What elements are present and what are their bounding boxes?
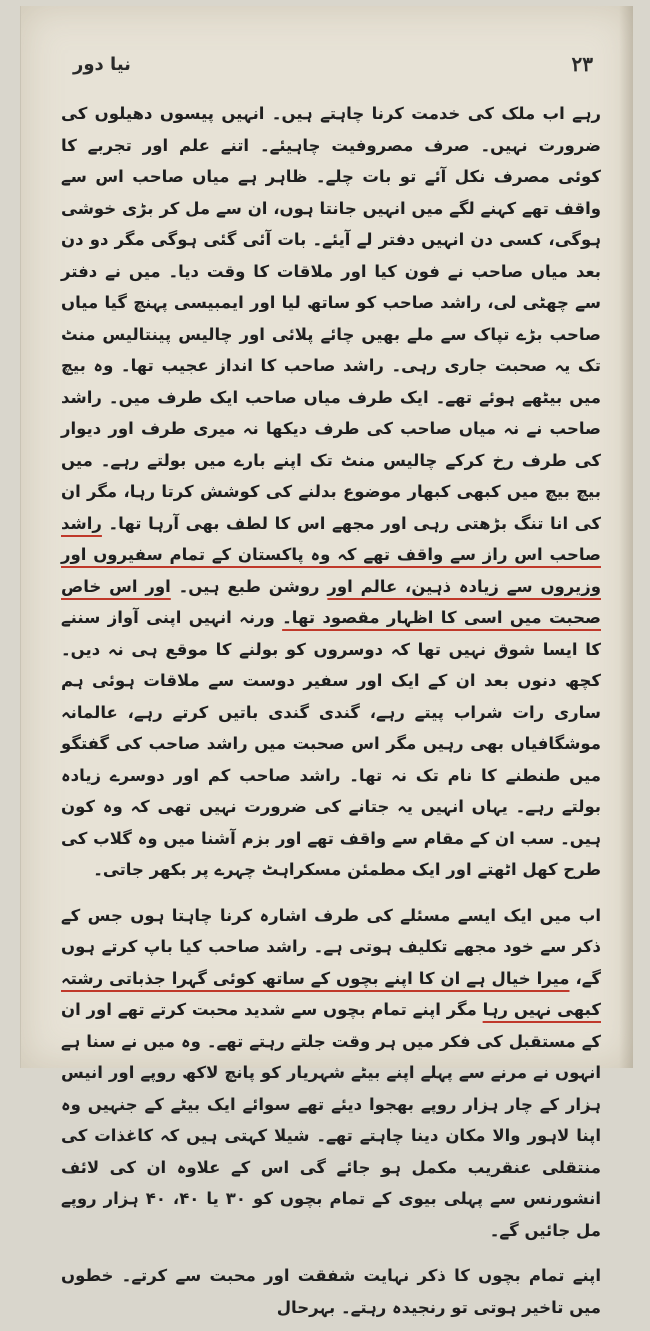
- page-number: ٢٣: [571, 52, 593, 76]
- page-header: [73, 52, 593, 86]
- underlined-text: میرا خیال ہے ان کا اپنے بچوں کے ساتھ کوئی گہرا جذباتی رشتہ کبھی نہیں رہا: [61, 968, 601, 1019]
- paragraph-1: [61, 98, 601, 886]
- running-title: نیا دور: [73, 54, 131, 75]
- text-run: ورنہ انہیں اپنی آواز سننے کا ایسا شوق نہیں تھا کہ دوسروں کو بولنے کا موقع ہی نہ دیں۔ کچھ دنوں بعد ان کے ایک اور سفیر دوست سے ملاقات ہوئی ہم ساری رات شراب پیتے رہے، گندی گندی باتیں کرتے رہے، عالمانہ موشگافیاں بھی رہیں مگر اس صحبت میں راشد صاحب کی گفتگو میں طنطنے کا نام تک نہ تھا۔ راشد صاحب کم اور دوسرے زیادہ بولتے رہے۔ یہاں انہیں یہ جتانے کی ضرورت نہیں تھی کہ وہ کون ہیں۔ سب ان کے مقام سے واقف تھے اور بزم آشنا میں وہ گلاب کی طرح کھل اٹھتے اور ایک مطمئن مسکراہٹ چہرے پر بکھر جاتی۔: [61, 608, 601, 879]
- text-run: اب میں ایک ایسے مسئلے کی طرف اشارہ کرنا چاہتا ہوں جس کے ذکر سے خود مجھے تکلیف ہوتی ہے۔ راشد صاحب کیا باپ کرتے ہوں گے،: [61, 905, 601, 988]
- text-run: روشن طبع ہیں۔: [170, 576, 328, 596]
- text-run: اپنے تمام بچوں کا ذکر نہایت شفقت اور محبت سے کرتے۔ خطوں میں تاخیر ہوتی تو رنجیدہ رہتے۔ بہرحال: [61, 1266, 601, 1317]
- paragraph-2: [61, 900, 601, 1247]
- paragraph-3: [61, 1260, 601, 1323]
- body-text: [61, 98, 601, 1331]
- text-run: رہے اب ملک کی خدمت کرنا چاہتے ہیں۔ انہیں پیسوں دھیلوں کی ضرورت نہیں۔ صرف مصروفیت چاہیئے۔ اتنے علم اور تجربے کا کوئی مصرف نکل آئے تو بات چلے۔ ظاہر ہے میاں صاحب اس سے واقف تھے کہنے لگے میں انہیں جانتا ہوں، ان سے مل کر بڑی خوشی ہوگی، کسی دن انہیں دفتر لے آیئے۔ بات آئی گئی ہوگی مگر دو دن بعد میاں صاحب نے فون کیا اور ملاقات کا وقت دیا۔ میں نے دفتر سے چھٹی لی، راشد صاحب کو ساتھ لیا اور ایمبیسی پہنچ گیا میاں صاحب بڑے تپاک سے ملے بھیں چائے پلائی اور چالیس پینتالیس منٹ تک یہ صحبت جاری رہی۔ راشد صاحب کا انداز عجیب تھا۔ وہ بیچ میں بیٹھے ہوئے تھے۔ ایک طرف میاں صاحب ایک طرف میں۔ راشد صاحب نے نہ میاں صاحب کی طرف دیکھا نہ میری طرف اور دیوار کی طرف رخ کرکے چالیس منٹ تک اپنے بارے میں بولتے رہے۔ میں بیچ بیچ میں کبھی کبھار موضوع بدلنے کی کوشش کرتا رہا، مگر ان کی انا تنگ بڑھتی رہی اور مجھے اس کا لطف بھی آرہا تھا۔: [61, 104, 601, 533]
- book-page: [20, 6, 633, 1317]
- underlined-text: اور اس خاص صحبت میں اسی کا اظہار مقصود تھا۔: [61, 576, 601, 627]
- underlined-text: راشد صاحب اس راز سے واقف تھے کہ وہ پاکستان کے تمام سفیروں اور وزیروں سے زیادہ ذہین، عالم اور: [61, 513, 601, 596]
- text-run: مگر اپنے تمام بچوں سے شدید محبت کرتے تھے اور ان کے مستقبل کی فکر میں ہر وقت جلتے رہتے تھے۔ وہ میں نے سنا ہے انہوں نے مرنے سے پہلے اپنے بیٹے شہریار کو پانچ لاکھ روپے اور انیس ہزار کے چار ہزار روپے بھجوا دیئے تھے سوائے ایک بیٹے کے جنہیں وہ اپنا لاہور والا مکان دینا چاہتے تھے۔ شیلا کہتی ہیں کہ کاغذات کی منتقلی عنقریب مکمل ہو جائے گی اس کے علاوہ ان کی لائف انشورنس سے پہلی بیوی کے تمام بچوں کو ۳۰ یا ۴۰، ۴۰ ہزار روپے مل جائیں گے۔: [61, 1000, 601, 1240]
